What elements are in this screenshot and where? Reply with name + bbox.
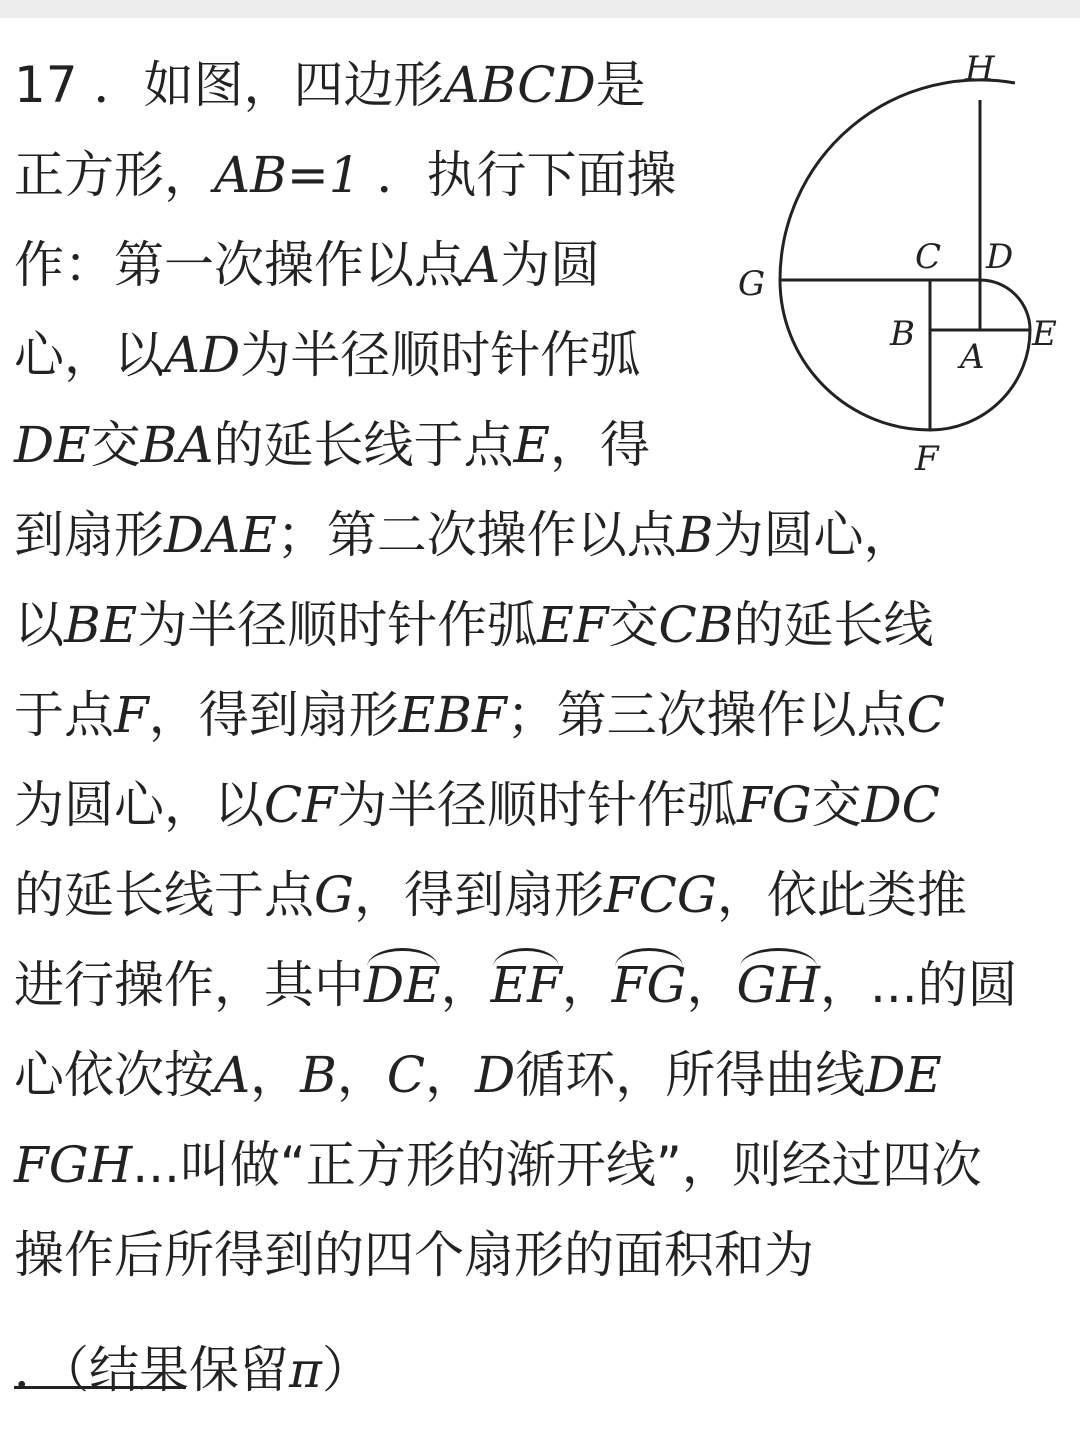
text-run: 交 <box>811 776 862 834</box>
text-line <box>14 490 913 580</box>
math-symbol: C <box>906 686 945 744</box>
math-symbol: BE <box>64 596 138 654</box>
text-run: ，...的圆 <box>819 956 1018 1014</box>
math-symbol: DAE <box>164 506 277 564</box>
text-run: ；第二次操作以点 <box>276 506 677 564</box>
text-run: ， <box>250 1046 301 1104</box>
text-run: 17 ．如图，四边形 <box>14 56 444 114</box>
text-run: 是 <box>595 56 646 114</box>
text-line <box>14 220 600 310</box>
text-run: 以 <box>14 596 64 654</box>
text-run: 为圆心， <box>713 506 914 564</box>
math-symbol: EBF <box>398 686 507 744</box>
square-abcd <box>930 280 980 330</box>
text-run: ；第三次操作以点 <box>506 686 907 744</box>
math-symbol: AD <box>164 326 241 384</box>
text-run: 于点 <box>14 686 114 744</box>
arc-symbol: EF <box>491 940 562 1030</box>
arc-symbol: FG <box>612 940 687 1030</box>
text-run: 进行操作，其中 <box>14 956 364 1014</box>
label-d: D <box>986 237 1014 277</box>
label-f: F <box>915 439 939 479</box>
text-line <box>14 1120 982 1210</box>
arc-symbol: DE <box>364 940 441 1030</box>
text-run: 为半径顺时针作弧 <box>240 326 641 384</box>
text-run: 交 <box>608 596 659 654</box>
text-run: ．执行下面操 <box>360 146 677 204</box>
arc-symbol: GH <box>736 940 820 1030</box>
text-line <box>14 670 945 760</box>
text-line <box>14 40 646 130</box>
math-symbol: AB <box>214 146 287 204</box>
label-e: E <box>1032 314 1057 354</box>
text-run: ， <box>686 956 737 1014</box>
math-symbol: π <box>289 1341 322 1399</box>
math-symbol: BA <box>140 416 214 474</box>
text-line <box>14 760 940 850</box>
text-run: 为圆 <box>500 236 601 294</box>
arc-de <box>980 280 1030 330</box>
text-line <box>14 1210 814 1300</box>
text-run: 为圆心，以 <box>14 776 264 834</box>
text-line <box>14 400 650 490</box>
top-divider <box>0 0 1080 18</box>
answer-blank[interactable] <box>14 1386 186 1389</box>
text-run: ，依此类推 <box>716 866 967 924</box>
text-run: ...叫做“正方形的渐开线”，则经过四次 <box>132 1136 982 1194</box>
text-run: 到扇形 <box>14 506 164 564</box>
math-symbol: FCG <box>603 866 717 924</box>
text-run: 心，以 <box>14 326 164 384</box>
text-line <box>14 940 1018 1030</box>
arc-fg <box>780 280 930 430</box>
math-symbol: A <box>464 236 501 294</box>
math-symbol: D <box>475 1046 516 1104</box>
text-run: 操作后所得到的四个扇形的面积和为 <box>14 1226 814 1284</box>
label-a: A <box>960 337 985 377</box>
text-run: 正方形， <box>14 146 214 204</box>
text-run: ，得到扇形 <box>148 686 399 744</box>
text-run: ， <box>440 956 491 1014</box>
math-symbol: DE <box>14 416 91 474</box>
math-symbol: ABCD <box>443 56 596 114</box>
math-symbol: DC <box>861 776 940 834</box>
math-symbol: CF <box>264 776 337 834</box>
text-run: ， <box>561 956 612 1014</box>
math-symbol: B <box>676 506 714 564</box>
math-symbol: F <box>114 686 149 744</box>
math-symbol: A <box>214 1046 251 1104</box>
label-h: H <box>965 49 995 89</box>
label-g: G <box>738 264 766 304</box>
text-run: 的延长线于点 <box>14 866 314 924</box>
text-run: ， <box>336 1046 387 1104</box>
text-run: ．（结果保留 <box>14 1341 289 1399</box>
text-run: 循环，所得曲线 <box>515 1046 866 1104</box>
involute-figure <box>720 40 1080 490</box>
math-symbol: CB <box>658 596 734 654</box>
text-line <box>14 130 676 220</box>
text-run: ） <box>321 1341 372 1399</box>
math-symbol: FG <box>736 776 812 834</box>
text-run: = <box>286 146 329 204</box>
text-run: ，得 <box>549 416 650 474</box>
text-run: ，得到扇形 <box>353 866 604 924</box>
math-symbol: E <box>513 416 550 474</box>
math-symbol: B <box>300 1046 337 1104</box>
text-run: 心依次按 <box>14 1046 214 1104</box>
text-run: 为半径顺时针作弧 <box>336 776 737 834</box>
math-symbol: DE <box>865 1046 942 1104</box>
text-run: 作：第一次操作以点 <box>14 236 464 294</box>
text-run: 交 <box>90 416 141 474</box>
label-b: B <box>890 314 915 354</box>
math-symbol: C <box>386 1046 426 1104</box>
text-run: 为半径顺时针作弧 <box>137 596 538 654</box>
text-run: 的延长线 <box>733 596 934 654</box>
math-symbol: EF <box>537 596 609 654</box>
text-line <box>14 580 933 670</box>
text-line <box>14 1030 942 1120</box>
text-line <box>14 310 640 400</box>
text-line <box>14 850 967 940</box>
text-run: ， <box>425 1046 476 1104</box>
math-symbol: FGH <box>14 1136 133 1194</box>
math-symbol: G <box>314 866 354 924</box>
text-run: 的延长线于点 <box>213 416 514 474</box>
text-line <box>14 1325 372 1415</box>
math-symbol: 1 <box>328 146 361 204</box>
label-c: C <box>915 237 942 277</box>
